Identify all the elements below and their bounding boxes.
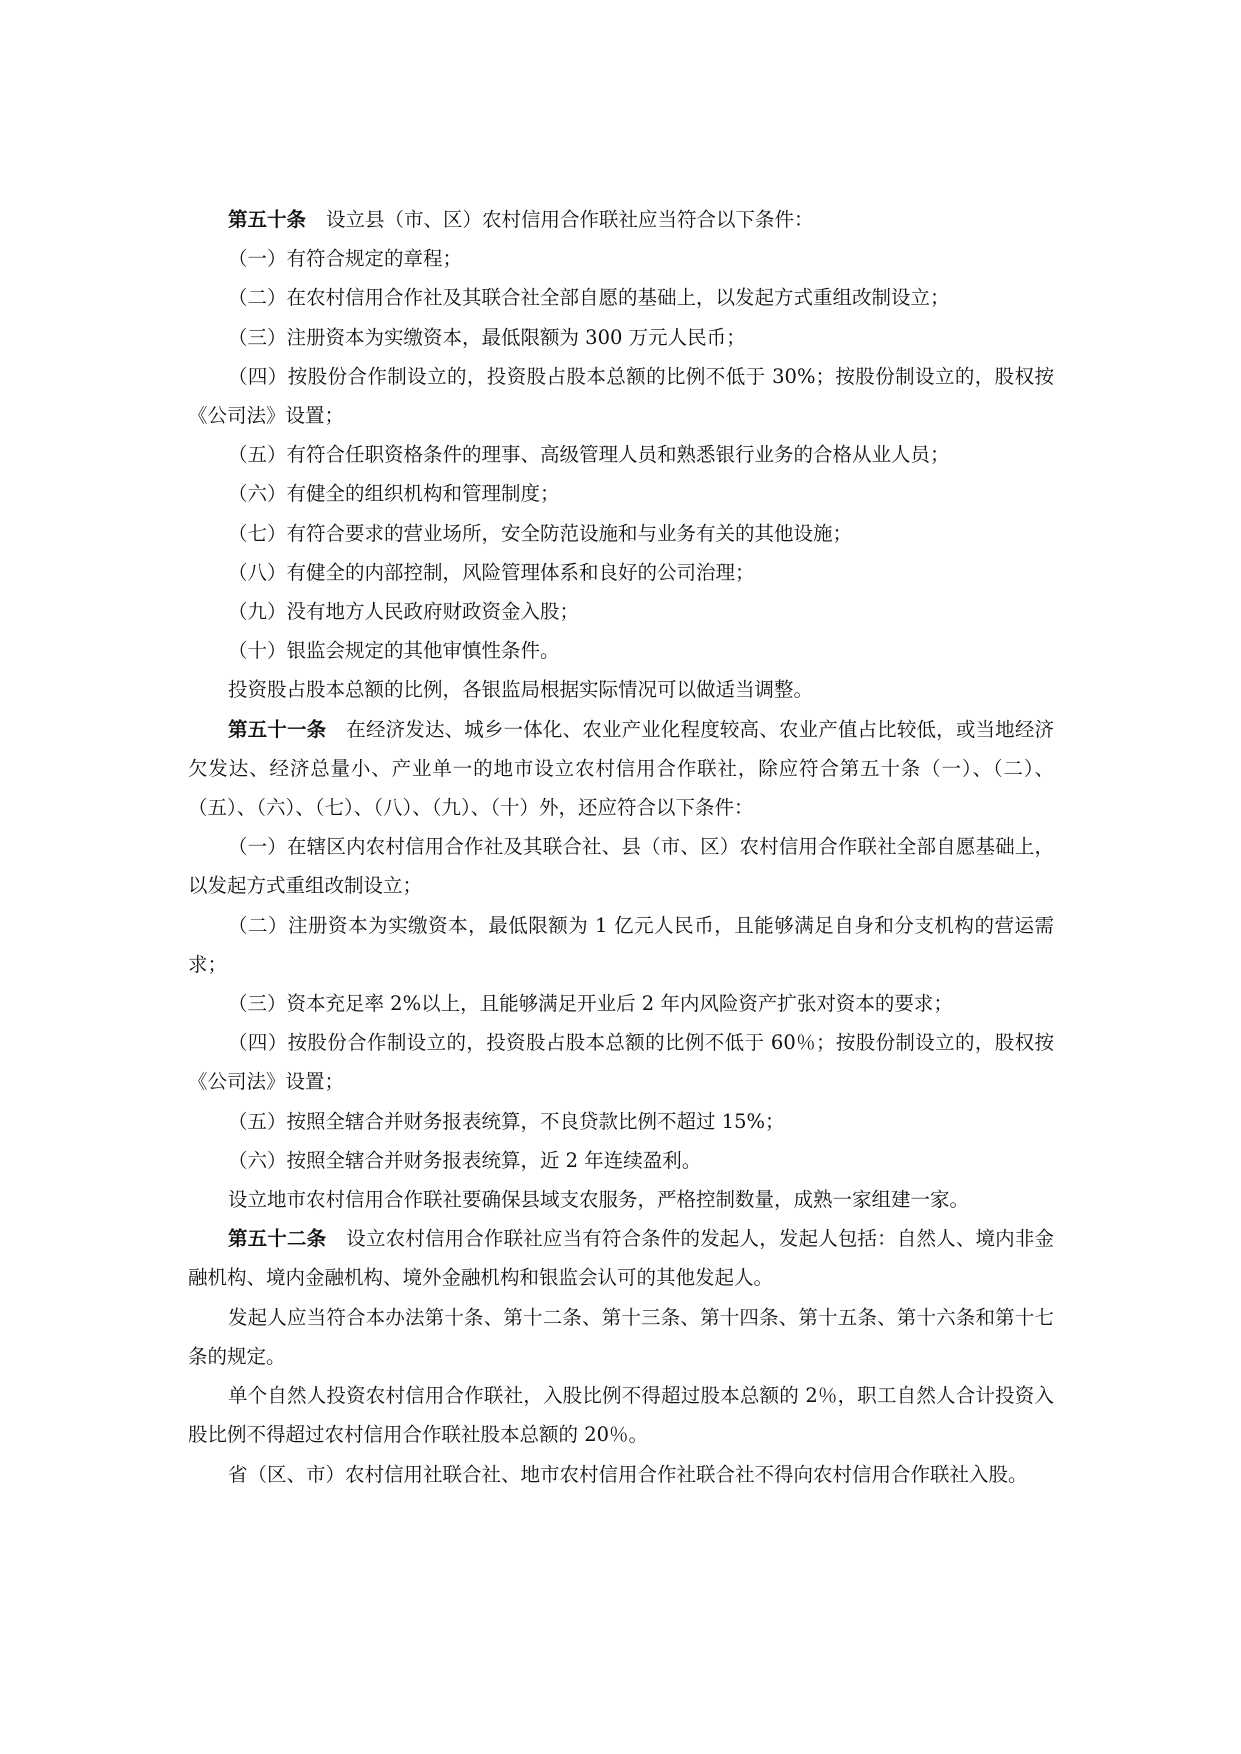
paragraph-text: （九）没有地方人民政府财政资金入股； [227,600,579,624]
paragraph-text: （二）注册资本为实缴资本，最低限额为 1 亿元人民币，且能够满足自身和分支机构的营运需求； [188,913,1054,976]
paragraph-text: （二）在农村信用合作社及其联合社全部自愿的基础上，以发起方式重组改制设立； [227,286,950,310]
paragraph [188,984,1054,1023]
paragraph-text: 省（区、市）农村信用社联合社、地市农村信用合作社联合社不得向农村信用合作联社入股。 [227,1462,1028,1486]
paragraph-text: 投资股占股本总额的比例，各银监局根据实际情况可以做适当调整。 [227,678,813,702]
paragraph [188,1023,1054,1101]
paragraph [188,474,1054,513]
paragraph [188,435,1054,474]
document-page [188,200,1054,1494]
paragraph [188,710,1054,828]
paragraph-text: （六）有健全的组织机构和管理制度； [227,482,560,506]
paragraph [188,670,1054,709]
article-heading: 第五十一条 [227,717,327,741]
paragraph [188,318,1054,357]
paragraph-text: （一）有符合规定的章程； [227,247,462,271]
paragraph-text: （六）按照全辖合并财务报表统算，近 2 年连续盈利。 [227,1148,702,1172]
paragraph [188,278,1054,317]
paragraph-text: （五）按照全辖合并财务报表统算，不良贷款比例不超过 15%； [227,1109,785,1133]
paragraph [188,514,1054,553]
paragraph [188,1455,1054,1494]
paragraph-text: 设立县（市、区）农村信用合作联社应当符合以下条件： [325,208,814,231]
paragraph-text: 在经济发达、城乡一体化、农业产业化程度较高、农业产值占比较低，或当地经济欠发达、经济总量小、产业单一的地市设立农村信用合作联社，除应符合第五十条（一）、（二）、（五）、（六）、（七）、（八）、（九）、（十）外，还应符合以下条件： [188,717,1054,820]
paragraph [188,906,1054,984]
paragraph-text: 单个自然人投资农村信用合作联社，入股比例不得超过股本总额的 2％，职工自然人合计投资入股比例不得超过农村信用合作联社股本总额的 20％。 [188,1384,1054,1447]
paragraph-text: 设立地市农村信用合作联社要确保县域支农服务，严格控制数量，成熟一家组建一家。 [227,1188,969,1212]
paragraph [188,553,1054,592]
paragraph-text: （五）有符合任职资格条件的理事、高级管理人员和熟悉银行业务的合格从业人员； [227,443,950,467]
article-heading: 第五十条 [227,208,306,231]
paragraph-text: （十）银监会规定的其他审慎性条件。 [227,639,560,663]
paragraph [188,1141,1054,1180]
paragraph [188,200,1054,239]
paragraph-text: 发起人应当符合本办法第十条、第十二条、第十三条、第十四条、第十五条、第十六条和第十七条的规定。 [188,1305,1054,1368]
article-heading: 第五十二条 [227,1227,327,1251]
paragraph-text: 设立农村信用合作联社应当有符合条件的发起人，发起人包括：自然人、境内非金融机构、境内金融机构、境外金融机构和银监会认可的其他发起人。 [188,1227,1054,1290]
paragraph-text: （三）资本充足率 2%以上，且能够满足开业后 2 年内风险资产扩张对资本的要求； [227,992,953,1016]
paragraph [188,1219,1054,1297]
paragraph [188,1102,1054,1141]
paragraph [188,239,1054,278]
paragraph [188,1376,1054,1454]
paragraph-text: （四）按股份合作制设立的，投资股占股本总额的比例不低于 60％；按股份制设立的，股权按《公司法》设置； [188,1031,1054,1094]
paragraph [188,592,1054,631]
paragraph-text: （七）有符合要求的营业场所，安全防范设施和与业务有关的其他设施； [227,521,852,545]
paragraph-text: （一）在辖区内农村信用合作社及其联合社、县（市、区）农村信用合作联社全部自愿基础上，以发起方式重组改制设立； [188,835,1054,898]
paragraph [188,1298,1054,1376]
paragraph [188,631,1054,670]
paragraph [188,357,1054,435]
paragraph-text: （八）有健全的内部控制，风险管理体系和良好的公司治理； [227,560,755,584]
paragraph [188,827,1054,905]
paragraph-text: （三）注册资本为实缴资本，最低限额为 300 万元人民币； [227,325,746,349]
paragraph [188,1180,1054,1219]
paragraph-text: （四）按股份合作制设立的，投资股占股本总额的比例不低于 30%；按股份制设立的，股权按《公司法》设置； [188,364,1054,428]
